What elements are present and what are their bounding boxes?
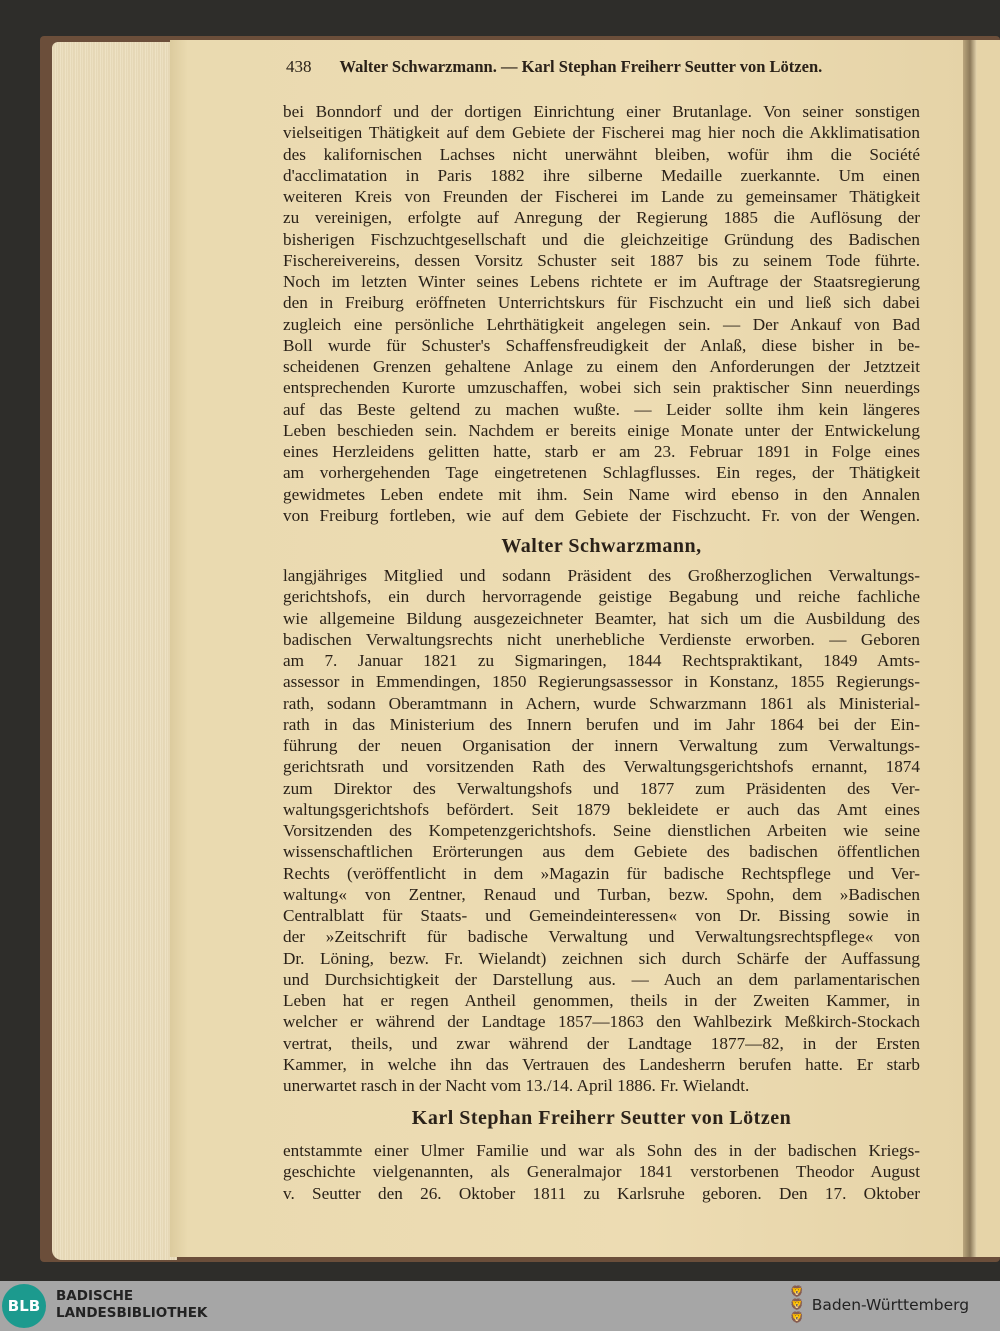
text-line: entsprechenden Kurorte umzuschaffen, wobei sich sein praktischer Sinn neuerdings: [283, 378, 920, 398]
section-seutter: [283, 1140, 920, 1204]
text-line: scheidenen Grenzen gehaltene Anlage zu einem den Anforderungen der Jetztzeit: [283, 357, 920, 376]
text-line: Rechts (veröffentlicht in dem »Magazin für badische Rechtspflege und Ver-: [283, 863, 920, 883]
text-line: entstammte einer Ulmer Familie und war als Sohn des in der badischen Kriegs-: [283, 1141, 920, 1160]
baden-wuerttemberg-logo[interactable]: [790, 1285, 969, 1324]
text-line: geschichte vielgenannten, als Generalmajor 1841 verstorbenen Theodor August: [283, 1162, 920, 1182]
text-line: waltung« von Zentner, Renaud und Turban, bezw. Spohn, dem »Badischen: [283, 884, 920, 904]
section-heading-seutter: Karl Stephan Freiherr Seutter von Lötzen: [411, 1107, 792, 1129]
text-line: Fischereivereins, dessen Vorsitz Schuster seit 1887 bis zu seinem Tode führte.: [283, 250, 920, 270]
text-line: vielseitigen Thätigkeit auf dem Gebiete der Fischerei mag hier noch die Akklimatisation: [283, 123, 920, 143]
text-line: v. Seutter den 26. Oktober 1811 zu Karlsruhe geboren. Den 17. Oktober: [283, 1183, 920, 1203]
text-line: gerichtshofs, ein durch hervorragende geistige Begabung und reiche fachliche: [283, 587, 920, 607]
library-name-line2: LANDESBIBLIOTHEK: [56, 1305, 208, 1321]
text-line: bisherigen Fischzuchtgesellschaft und die gleichzeitige Gründung des Badischen: [283, 229, 920, 249]
page-number: 438: [286, 57, 312, 76]
text-line: auf das Beste geltend zu machen wußte. — Leider sollte ihm kein längeres: [283, 399, 920, 419]
text-line: weiteren Kreis von Freunden der Fischerei im Lande zu gemeinsamer Thätigkeit: [283, 187, 920, 206]
text-line: Vorsitzenden des Kompetenzgerichtshofs. Seine dienstlichen Arbeiten wie seine: [283, 821, 920, 840]
text-line: am vorhergehenden Tage eingetretenen Schlagflusses. Ein reges, der Thätigkeit: [283, 463, 920, 483]
text-line: badischen Verwaltungsrechts nicht unerhebliche Verdienste erworben. — Geboren: [283, 629, 920, 649]
text-line: waltungsgerichtshofs befördert. Seit 1879 bekleidete er auch das Amt eines: [283, 799, 920, 819]
text-line: eines Herzleidens gelitten hatte, starb er am 23. Februar 1891 in Folge eines: [283, 442, 920, 461]
text-line: zu vereinigen, erfolgte auf Anregung der Regierung 1885 die Auflösung der: [283, 208, 920, 228]
text-line: des kalifornischen Lachses nicht unerwähnt bleiben, wofür ihm die Société: [283, 144, 920, 164]
text-line: zugleich eine persönliche Lehrthätigkeit angelegen sein. — Der Ankauf von Bad: [283, 314, 920, 334]
text-line: der »Zeitschrift für badische Verwaltung und Verwaltungsrechtspflege« von: [283, 927, 920, 947]
text-line: d'acclimatation in Paris 1882 ihre silberne Medaille zuerkannte. Um einen: [283, 165, 920, 185]
three-lions-icon: 🦁 🦁 🦁: [790, 1285, 804, 1324]
text-line: unerwartet rasch in der Nacht vom 13./14. April 1886. Fr. Wielandt.: [283, 1076, 750, 1095]
text-line: am 7. Januar 1821 zu Sigmaringen, 1844 Rechtspraktikant, 1849 Amts-: [283, 651, 920, 670]
text-line: rath, sodann Oberamtmann in Achern, wurde Schwarzmann 1861 als Ministerial-: [283, 693, 920, 713]
page-stack-edge: [52, 42, 177, 1260]
text-line: Dr. Löning, bezw. Fr. Wielandt) zeichnen sich durch Schärfe der Auffassung: [283, 948, 920, 968]
text-line: Leben beschieden sein. Nachdem er bereits einige Monate unter der Entwickelung: [283, 420, 920, 440]
section-schwarzmann: [283, 565, 920, 1096]
blb-logo[interactable]: BLB: [2, 1284, 46, 1328]
book-gutter: [963, 40, 977, 1257]
text-line: Leben hat er regen Antheil genommen, theils in der Zweiten Kammer, in: [283, 991, 920, 1010]
footer-bar: [0, 1281, 1000, 1331]
text-line: bei Bonndorf und der dortigen Einrichtung einer Brutanlage. Von seiner sonstigen: [283, 102, 920, 121]
text-line: langjähriges Mitglied und sodann Präsident des Großherzoglichen Verwaltungs-: [283, 566, 920, 585]
text-line: Centralblatt für Staats- und Gemeindeinteressen« von Dr. Bissing sowie in: [283, 906, 920, 925]
text-line: den in Freiburg eröffneten Unterrichtskurs für Fischzucht ein und ließ sich dabei: [283, 293, 920, 313]
text-line: von Freiburg fortleben, wie auf dem Gebiete der Fischzucht. Fr. von der Wengen.: [283, 505, 920, 525]
text-line: wie allgemeine Bildung ausgezeichneter Beamter, hat sich um die Ausbildung des: [283, 608, 920, 628]
text-line: wissenschaftlichen Erörterungen aus dem Gebiete des badischen öffentlichen: [283, 842, 920, 862]
running-header: [286, 55, 871, 79]
text-line: vertrat, theils, und zwar während der Landtage 1877—82, in der Ersten: [283, 1033, 920, 1053]
text-line: Kammer, in welche ihn das Vertrauen des Landesherrn berufen hatte. Er starb: [283, 1054, 920, 1074]
text-line: rath in das Ministerium des Innern berufen und im Jahr 1864 bei der Ein-: [283, 714, 920, 734]
text-line: Boll wurde für Schuster's Schaffensfreudigkeit der Anlaß, diese bisher in be-: [283, 335, 920, 355]
text-line: führung der neuen Organisation der innern Verwaltung zum Verwaltungs-: [283, 736, 920, 755]
library-name[interactable]: [56, 1288, 207, 1322]
running-title: Walter Schwarzmann. — Karl Stephan Freiherr Seutter von Lötzen.: [339, 57, 823, 76]
state-name: Baden-Württemberg: [811, 1295, 970, 1314]
text-line: assessor in Emmendingen, 1850 Regierungsassessor in Konstanz, 1855 Regierungs-: [283, 672, 920, 692]
text-line: gerichtsrath und vorsitzenden Rath des Verwaltungsgerichtshofs ernannt, 1874: [283, 757, 920, 777]
text-line: und Durchsichtigkeit der Darstellung aus. — Auch an dem parlamentarischen: [283, 969, 920, 989]
facing-page-edge: [977, 40, 1000, 1257]
text-line: zum Direktor des Verwaltungshofs und 1877 zum Präsidenten des Ver-: [283, 778, 920, 798]
library-name-line1: BADISCHE: [56, 1288, 134, 1304]
text-line: Noch im letzten Winter seines Lebens richtete er im Auftrage der Staatsregierung: [283, 272, 920, 291]
section-heading-schwarzmann: Walter Schwarzmann,: [501, 535, 702, 557]
section-schuster-conclusion: [283, 101, 920, 526]
text-line: gewidmetes Leben endete mit ihm. Sein Name wird ebenso in den Annalen: [283, 484, 920, 504]
text-line: welcher er während der Landtage 1857—1863 den Wahlbezirk Meßkirch-Stockach: [283, 1012, 920, 1032]
